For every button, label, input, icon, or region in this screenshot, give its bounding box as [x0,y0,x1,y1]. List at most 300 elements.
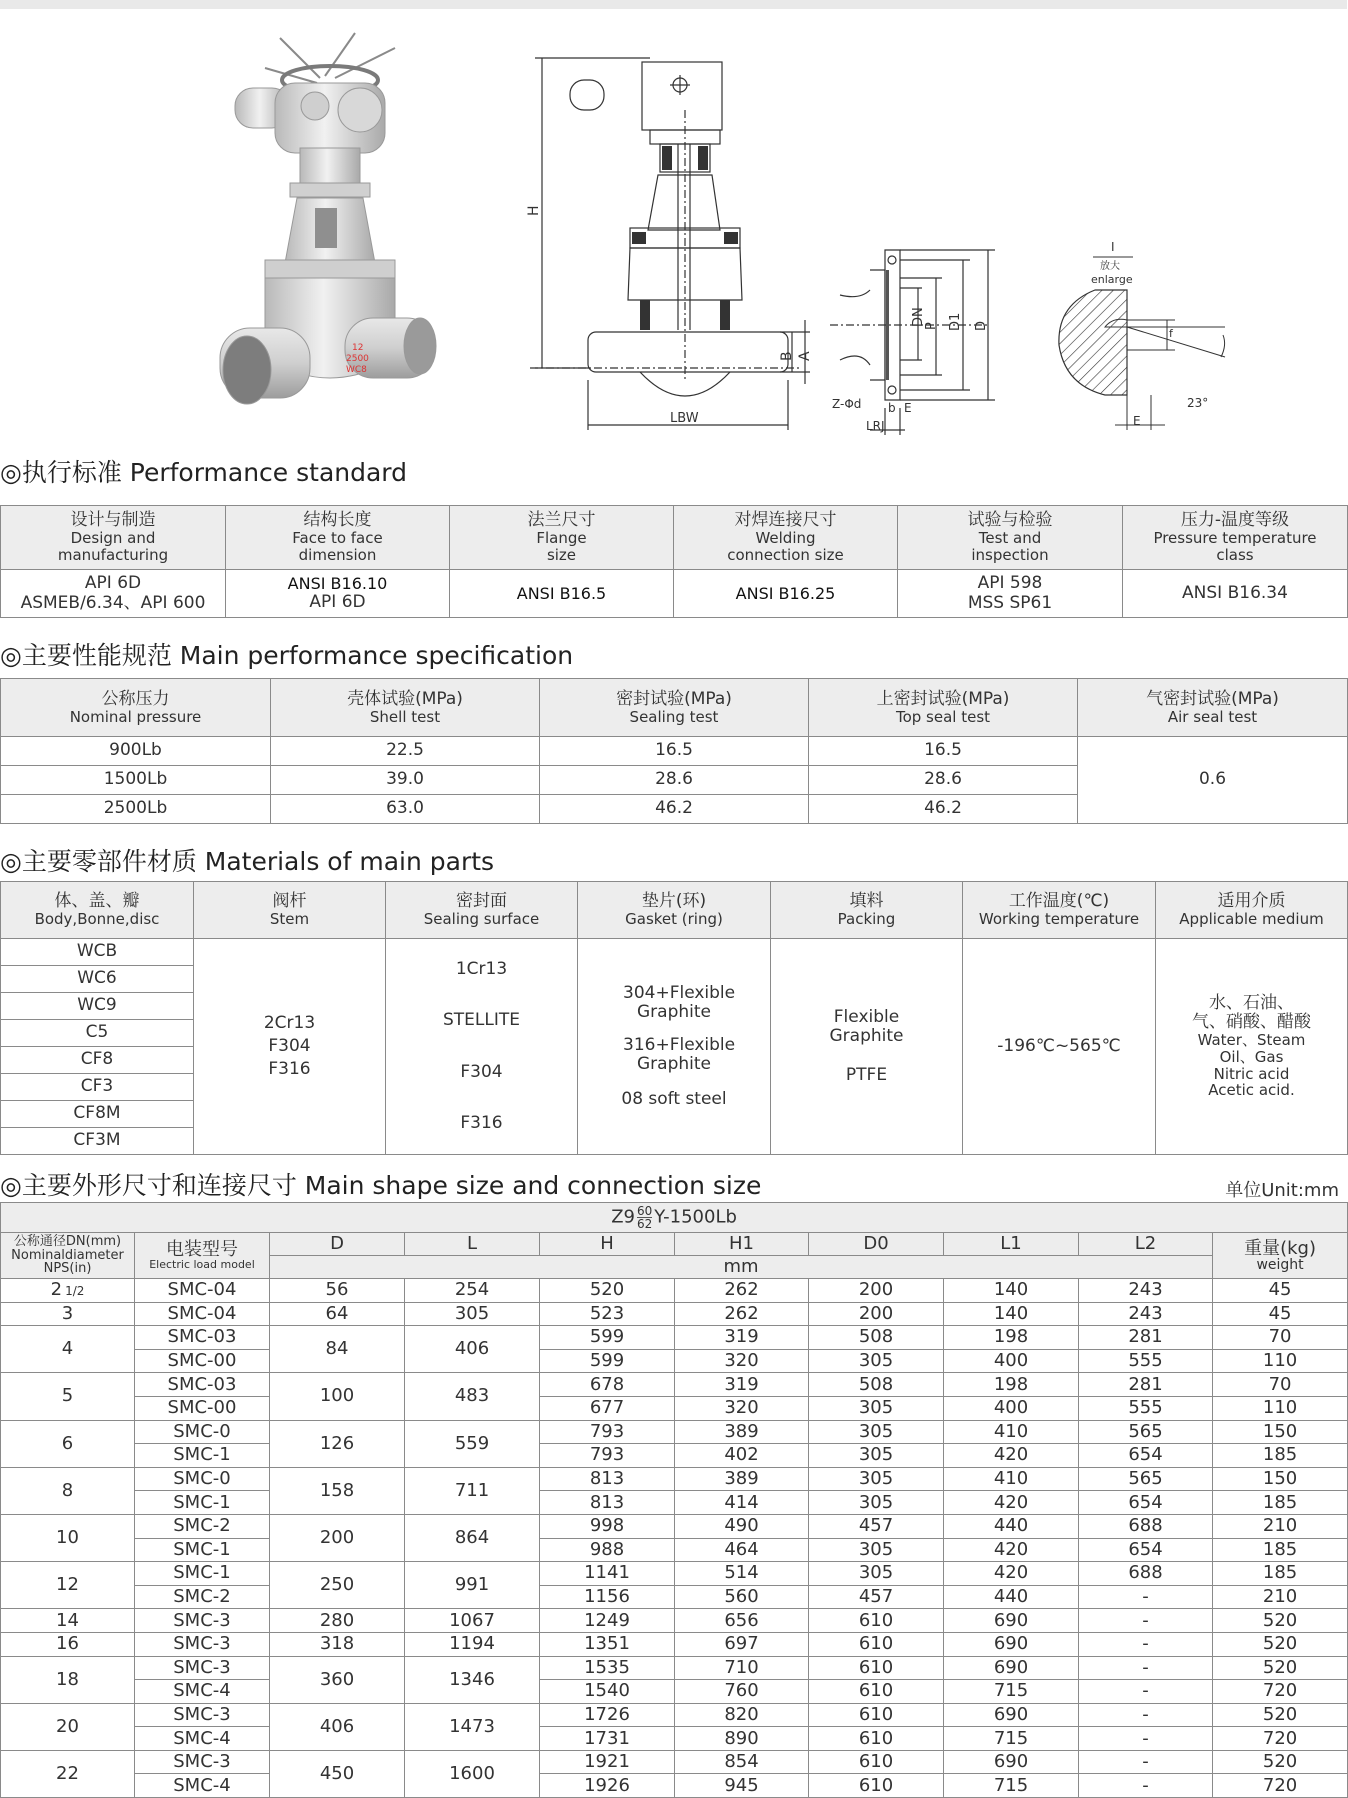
dims-value-cell: 402 [675,1444,809,1468]
dims-value-cell: 715 [944,1774,1079,1798]
dims-value-cell: 1156 [540,1585,675,1609]
dims-value-cell: 654 [1079,1491,1213,1515]
dims-l-cell: 1346 [405,1656,540,1703]
dims-l-cell: 254 [405,1279,540,1303]
dims-value-cell: 610 [809,1750,944,1774]
dims-model-cell: SMC-0 [135,1467,270,1491]
dims-value-cell: 690 [944,1750,1079,1774]
dims-nps-cell: 3 [1,1302,135,1326]
dims-model-cell: SMC-1 [135,1562,270,1586]
mat-header-sealing: 密封面 Sealing surface [386,882,578,939]
dims-value-cell: 1141 [540,1562,675,1586]
dims-value-cell: 1921 [540,1750,675,1774]
dims-header-col: D0 [809,1233,944,1256]
dim-label-a: A [797,351,813,361]
dims-model-cell: SMC-04 [135,1302,270,1326]
dim-label-f: f [1169,327,1173,340]
mat-body-item: CF3 [1,1074,194,1101]
dims-model-cell: SMC-03 [135,1326,270,1350]
dims-nps-cell: 6 [1,1420,135,1467]
dims-value-cell: 565 [1079,1420,1213,1444]
spec-cell: 1500Lb [1,766,271,795]
dims-value-cell: 688 [1079,1562,1213,1586]
dims-value-cell: 110 [1213,1349,1348,1373]
dims-d-cell: 84 [270,1326,405,1373]
table-row [1,1750,1348,1774]
dim-label-e: E [904,401,912,415]
dims-header-col: H [540,1233,675,1256]
section-title-spec: ◎主要性能规范 Main performance specification [0,641,574,670]
dims-value-cell: 988 [540,1538,675,1562]
spec-cell: 16.5 [540,737,809,766]
dims-l-cell: 483 [405,1373,540,1420]
table-row [1,1279,1348,1303]
dim-label-b-small: b [888,401,896,415]
std-value-design: API 6D ASMEB/6.34、API 600 [1,570,226,618]
mat-body-item: CF3M [1,1128,194,1155]
dim-label-angle: 23° [1187,396,1209,410]
dims-nps-cell: 4 [1,1326,135,1373]
dims-value-cell: 70 [1213,1326,1348,1350]
dims-value-cell: 688 [1079,1514,1213,1538]
dims-value-cell: 70 [1213,1373,1348,1397]
mat-body-item: WCB [1,939,194,966]
dims-l-cell: 1473 [405,1703,540,1750]
dims-value-cell: 320 [675,1349,809,1373]
dims-value-cell: 305 [809,1444,944,1468]
dims-table [0,1202,1348,1798]
dims-value-cell: 890 [675,1727,809,1751]
dims-model-cell: SMC-03 [135,1373,270,1397]
spec-air-seal-value: 0.6 [1078,737,1348,824]
mat-stem-cell: 2Cr13 F304 F316 [194,939,386,1155]
dims-header-unit: mm [270,1256,1213,1279]
dims-value-cell: 678 [540,1373,675,1397]
spec-cell: 46.2 [540,795,809,824]
dims-value-cell: 320 [675,1396,809,1420]
dim-label-h: H [526,205,542,216]
dims-value-cell: 508 [809,1326,944,1350]
dims-value-cell: 654 [1079,1444,1213,1468]
dims-model-cell: SMC-4 [135,1774,270,1798]
dims-value-cell: 200 [809,1279,944,1303]
std-header-welding: 对焊连接尺寸 Welding connection size [674,506,898,570]
dims-model-cell: SMC-0 [135,1420,270,1444]
detail-enlarge-zh: 放大 [1100,261,1120,272]
dims-value-cell: 305 [809,1538,944,1562]
dims-value-cell: 610 [809,1727,944,1751]
dims-value-cell: 305 [809,1491,944,1515]
dims-value-cell: 720 [1213,1680,1348,1704]
standard-table [0,505,1348,618]
dim-label-z-phi-d: Z-Φd [832,397,862,411]
dims-value-cell: - [1079,1703,1213,1727]
dims-value-cell: - [1079,1585,1213,1609]
dims-nps-cell: 16 [1,1632,135,1656]
dims-model-cell: SMC-3 [135,1656,270,1680]
dims-value-cell: 457 [809,1514,944,1538]
dims-d-cell: 100 [270,1373,405,1420]
dims-value-cell: 610 [809,1703,944,1727]
dims-value-cell: 715 [944,1727,1079,1751]
dims-value-cell: 813 [540,1467,675,1491]
dims-value-cell: 45 [1213,1302,1348,1326]
dims-d-cell: 360 [270,1656,405,1703]
dims-model-cell: SMC-4 [135,1680,270,1704]
std-value-face: ANSI B16.10 API 6D [226,570,450,618]
dims-value-cell: - [1079,1609,1213,1633]
std-header-face: 结构长度 Face to face dimension [226,506,450,570]
dims-value-cell: 854 [675,1750,809,1774]
table-row [1,1774,1348,1798]
spec-cell: 2500Lb [1,795,271,824]
dims-value-cell: 523 [540,1302,675,1326]
table-row [1,1562,1348,1586]
dims-l-cell: 1600 [405,1750,540,1797]
dims-model-cell: SMC-3 [135,1750,270,1774]
dims-value-cell: 490 [675,1514,809,1538]
dims-value-cell: 610 [809,1609,944,1633]
dims-value-cell: 185 [1213,1444,1348,1468]
mat-packing-cell: Flexible Graphite PTFE [771,939,963,1155]
dims-l-cell: 1194 [405,1632,540,1656]
mat-body-item: CF8 [1,1047,194,1074]
dims-header-col: H1 [675,1233,809,1256]
dims-value-cell: 140 [944,1279,1079,1303]
dims-value-cell: 457 [809,1585,944,1609]
dim-label-dn: DN [911,307,926,327]
dims-model-title: Z9 $\frac{60}{62}$ Y-1500Lb [1,1203,1348,1233]
dims-value-cell: 262 [675,1302,809,1326]
section-title-shape: ◎主要外形尺寸和连接尺寸 Main shape size and connection size [0,1171,762,1200]
dim-label-d1: D1 [948,312,963,331]
dims-d-cell: 450 [270,1750,405,1797]
mat-gasket-cell: 304+Flexible Graphite 316+Flexible Graphite 08 soft steel [578,939,771,1155]
dims-header-dn: 公称通径DN(mm) Nominaldiameter NPS(in) [1,1233,135,1279]
table-row [1,1444,1348,1468]
dims-nps-cell: 14 [1,1609,135,1633]
dims-value-cell: 319 [675,1373,809,1397]
dims-value-cell: 200 [809,1302,944,1326]
flange-detail [830,240,1005,440]
dims-value-cell: 440 [944,1514,1079,1538]
dims-value-cell: 45 [1213,1279,1348,1303]
dims-value-cell: 198 [944,1373,1079,1397]
body-marking-2: 2500 [346,354,369,364]
dims-value-cell: 140 [944,1302,1079,1326]
dims-value-cell: 281 [1079,1373,1213,1397]
table-row [1,1467,1348,1491]
dims-value-cell: 198 [944,1326,1079,1350]
dims-nps-cell: 22 [1,1750,135,1797]
spec-header-airseal: 气密封试验(MPa) Air seal test [1078,679,1348,737]
dims-nps-cell: 2 1/2 [1,1279,135,1303]
dims-value-cell: 420 [944,1562,1079,1586]
dims-value-cell: 599 [540,1349,675,1373]
spec-cell: 28.6 [809,766,1078,795]
mat-header-temperature: 工作温度(℃) Working temperature [963,882,1156,939]
dims-d-cell: 64 [270,1302,405,1326]
dims-value-cell: - [1079,1750,1213,1774]
dims-nps-cell: 5 [1,1373,135,1420]
table-row [1,1396,1348,1420]
dims-value-cell: 690 [944,1703,1079,1727]
dims-value-cell: 210 [1213,1514,1348,1538]
dims-value-cell: 464 [675,1538,809,1562]
dims-nps-cell: 12 [1,1562,135,1609]
dims-value-cell: 610 [809,1774,944,1798]
dim-label-b: B [779,351,795,361]
dims-value-cell: 1731 [540,1727,675,1751]
std-value-flange: ANSI B16.5 [450,570,674,618]
dims-header-model: 电装型号 Electric load model [135,1233,270,1279]
mat-body-item: WC9 [1,993,194,1020]
dims-model-cell: SMC-1 [135,1444,270,1468]
dims-header-col: L2 [1079,1233,1213,1256]
dim-label-e-detail: E [1133,414,1141,428]
table-row [1,1349,1348,1373]
dims-value-cell: 656 [675,1609,809,1633]
dims-nps-cell: 8 [1,1467,135,1514]
dims-value-cell: 305 [809,1467,944,1491]
spec-header-topseal: 上密封试验(MPa) Top seal test [809,679,1078,737]
dims-value-cell: 690 [944,1632,1079,1656]
dims-model-cell: SMC-04 [135,1279,270,1303]
dims-value-cell: 110 [1213,1396,1348,1420]
dims-value-cell: 410 [944,1467,1079,1491]
std-value-pressure: ANSI B16.34 [1123,570,1348,618]
dims-model-cell: SMC-2 [135,1585,270,1609]
table-row [1,1538,1348,1562]
dims-value-cell: 1926 [540,1774,675,1798]
dims-value-cell: 520 [1213,1703,1348,1727]
spec-cell: 39.0 [271,766,540,795]
unit-label: 单位Unit:mm [1225,1180,1339,1201]
dims-value-cell: 420 [944,1491,1079,1515]
spec-header-shell: 壳体试验(MPa) Shell test [271,679,540,737]
dims-model-cell: SMC-3 [135,1632,270,1656]
dims-value-cell: 1351 [540,1632,675,1656]
dims-d-cell: 280 [270,1609,405,1633]
body-marking-1: 12 [352,343,364,353]
dims-model-cell: SMC-3 [135,1703,270,1727]
mat-sealing-cell: 1Cr13 STELLITE F304 F316 [386,939,578,1155]
dims-value-cell: 565 [1079,1467,1213,1491]
dims-value-cell: 305 [809,1396,944,1420]
dims-value-cell: 697 [675,1632,809,1656]
table-row [1,1491,1348,1515]
dims-value-cell: 520 [1213,1750,1348,1774]
table-row [1,1585,1348,1609]
std-header-flange: 法兰尺寸 Flange size [450,506,674,570]
valve-photo [225,28,475,438]
dims-value-cell: 998 [540,1514,675,1538]
dims-value-cell: 1726 [540,1703,675,1727]
std-header-pressure: 压力-温度等级 Pressure temperature class [1123,506,1348,570]
dims-value-cell: 520 [1213,1656,1348,1680]
dims-value-cell: 400 [944,1396,1079,1420]
dims-l-cell: 991 [405,1562,540,1609]
section-title-materials: ◎主要零部件材质 Materials of main parts [0,847,495,876]
dims-value-cell: 243 [1079,1302,1213,1326]
dims-value-cell: 555 [1079,1396,1213,1420]
table-row [1,1656,1348,1680]
mat-header-medium: 适用介质 Applicable medium [1156,882,1348,939]
dims-value-cell: 793 [540,1444,675,1468]
dims-model-cell: SMC-3 [135,1609,270,1633]
detail-enlarge-en: enlarge [1091,273,1133,286]
dims-value-cell: 690 [944,1609,1079,1633]
dims-value-cell: 281 [1079,1326,1213,1350]
section-title-standard: ◎执行标准 Performance standard [0,458,408,487]
dims-value-cell: 150 [1213,1467,1348,1491]
dims-l-cell: 1067 [405,1609,540,1633]
dims-model-cell: SMC-4 [135,1727,270,1751]
dims-value-cell: 654 [1079,1538,1213,1562]
mat-header-gasket: 垫片(环) Gasket (ring) [578,882,771,939]
dims-d-cell: 158 [270,1467,405,1514]
dims-header-col: L1 [944,1233,1079,1256]
dims-value-cell: 305 [809,1349,944,1373]
top-bar [0,0,1347,9]
spec-table [0,678,1348,824]
dims-value-cell: 150 [1213,1420,1348,1444]
dims-l-cell: 559 [405,1420,540,1467]
dims-value-cell: 720 [1213,1727,1348,1751]
dims-nps-cell: 10 [1,1514,135,1561]
dims-value-cell: 560 [675,1585,809,1609]
dims-value-cell: 305 [809,1420,944,1444]
dims-value-cell: 185 [1213,1538,1348,1562]
dims-value-cell: 508 [809,1373,944,1397]
dims-d-cell: 318 [270,1632,405,1656]
dims-value-cell: 185 [1213,1491,1348,1515]
table-row [1,1727,1348,1751]
dims-value-cell: - [1079,1632,1213,1656]
dims-value-cell: 610 [809,1656,944,1680]
dims-value-cell: 610 [809,1632,944,1656]
dims-value-cell: 389 [675,1420,809,1444]
dims-model-cell: SMC-2 [135,1514,270,1538]
dims-value-cell: 813 [540,1491,675,1515]
std-value-welding: ANSI B16.25 [674,570,898,618]
spec-cell: 900Lb [1,737,271,766]
std-header-test: 试验与检验 Test and inspection [898,506,1123,570]
dim-label-lbw: LBW [670,411,699,426]
dims-model-cell: SMC-1 [135,1491,270,1515]
dims-value-cell: 520 [1213,1609,1348,1633]
mat-body-item: C5 [1,1020,194,1047]
dims-value-cell: 185 [1213,1562,1348,1586]
dims-d-cell: 126 [270,1420,405,1467]
table-row [1,1632,1348,1656]
dims-value-cell: 715 [944,1680,1079,1704]
dims-d-cell: 200 [270,1514,405,1561]
dim-label-lrj: LRJ [866,419,885,433]
mat-body-item: WC6 [1,966,194,993]
table-row [1,1609,1348,1633]
table-row [1,1326,1348,1350]
mat-temperature-cell: -196℃~565℃ [963,939,1156,1155]
dims-model-cell: SMC-1 [135,1538,270,1562]
mat-medium-cell: 水、石油、 气、硝酸、醋酸 Water、Steam Oil、Gas Nitric acid Acetic acid. [1156,939,1348,1155]
spec-header-nominal: 公称压力 Nominal pressure [1,679,271,737]
table-row [1,737,1348,766]
dims-value-cell: 1540 [540,1680,675,1704]
dims-model-cell: SMC-00 [135,1396,270,1420]
dims-value-cell: 440 [944,1585,1079,1609]
dims-header-col: D [270,1233,405,1256]
mat-header-body: 体、盖、瓣 Body,Bonne,disc [1,882,194,939]
dims-d-cell: 406 [270,1703,405,1750]
dims-nps-cell: 20 [1,1703,135,1750]
spec-cell: 46.2 [809,795,1078,824]
mat-header-packing: 填料 Packing [771,882,963,939]
mat-body-item: CF8M [1,1101,194,1128]
dims-value-cell: 420 [944,1444,1079,1468]
dims-value-cell: 210 [1213,1585,1348,1609]
dims-value-cell: 514 [675,1562,809,1586]
dims-value-cell: 820 [675,1703,809,1727]
spec-cell: 28.6 [540,766,809,795]
dims-value-cell: 760 [675,1680,809,1704]
dims-value-cell: 305 [809,1562,944,1586]
enlarge-detail [1055,235,1245,435]
dims-l-cell: 711 [405,1467,540,1514]
body-marking-3: WC8 [346,365,367,375]
table-row [1,1373,1348,1397]
dims-nps-cell: 18 [1,1656,135,1703]
dims-value-cell: 610 [809,1680,944,1704]
dims-value-cell: 420 [944,1538,1079,1562]
dims-header-weight: 重量(kg) weight [1213,1233,1348,1279]
dims-value-cell: 262 [675,1279,809,1303]
dims-d-cell: 56 [270,1279,405,1303]
materials-table [0,881,1348,1155]
dims-value-cell: 1249 [540,1609,675,1633]
dims-value-cell: - [1079,1656,1213,1680]
spec-cell: 16.5 [809,737,1078,766]
dims-value-cell: 677 [540,1396,675,1420]
dims-value-cell: 319 [675,1326,809,1350]
dims-value-cell: 710 [675,1656,809,1680]
dims-l-cell: 406 [405,1326,540,1373]
dims-value-cell: 1535 [540,1656,675,1680]
dims-l-cell: 305 [405,1302,540,1326]
table-row [1,1703,1348,1727]
dims-value-cell: 555 [1079,1349,1213,1373]
spec-header-sealing: 密封试验(MPa) Sealing test [540,679,809,737]
dims-l-cell: 864 [405,1514,540,1561]
dim-label-p: P [924,322,939,330]
dims-model-cell: SMC-00 [135,1349,270,1373]
dim-label-d: D [974,320,989,331]
table-row [1,1514,1348,1538]
spec-cell: 63.0 [271,795,540,824]
table-row [1,1420,1348,1444]
dims-header-col: L [405,1233,540,1256]
dims-value-cell: 243 [1079,1279,1213,1303]
dims-value-cell: 414 [675,1491,809,1515]
dims-d-cell: 250 [270,1562,405,1609]
spec-cell: 22.5 [271,737,540,766]
dims-value-cell: 599 [540,1326,675,1350]
dims-value-cell: 389 [675,1467,809,1491]
dims-value-cell: 720 [1213,1774,1348,1798]
mat-header-stem: 阀杆 Stem [194,882,386,939]
table-row [1,1302,1348,1326]
std-header-design: 设计与制造 Design and manufacturing [1,506,226,570]
